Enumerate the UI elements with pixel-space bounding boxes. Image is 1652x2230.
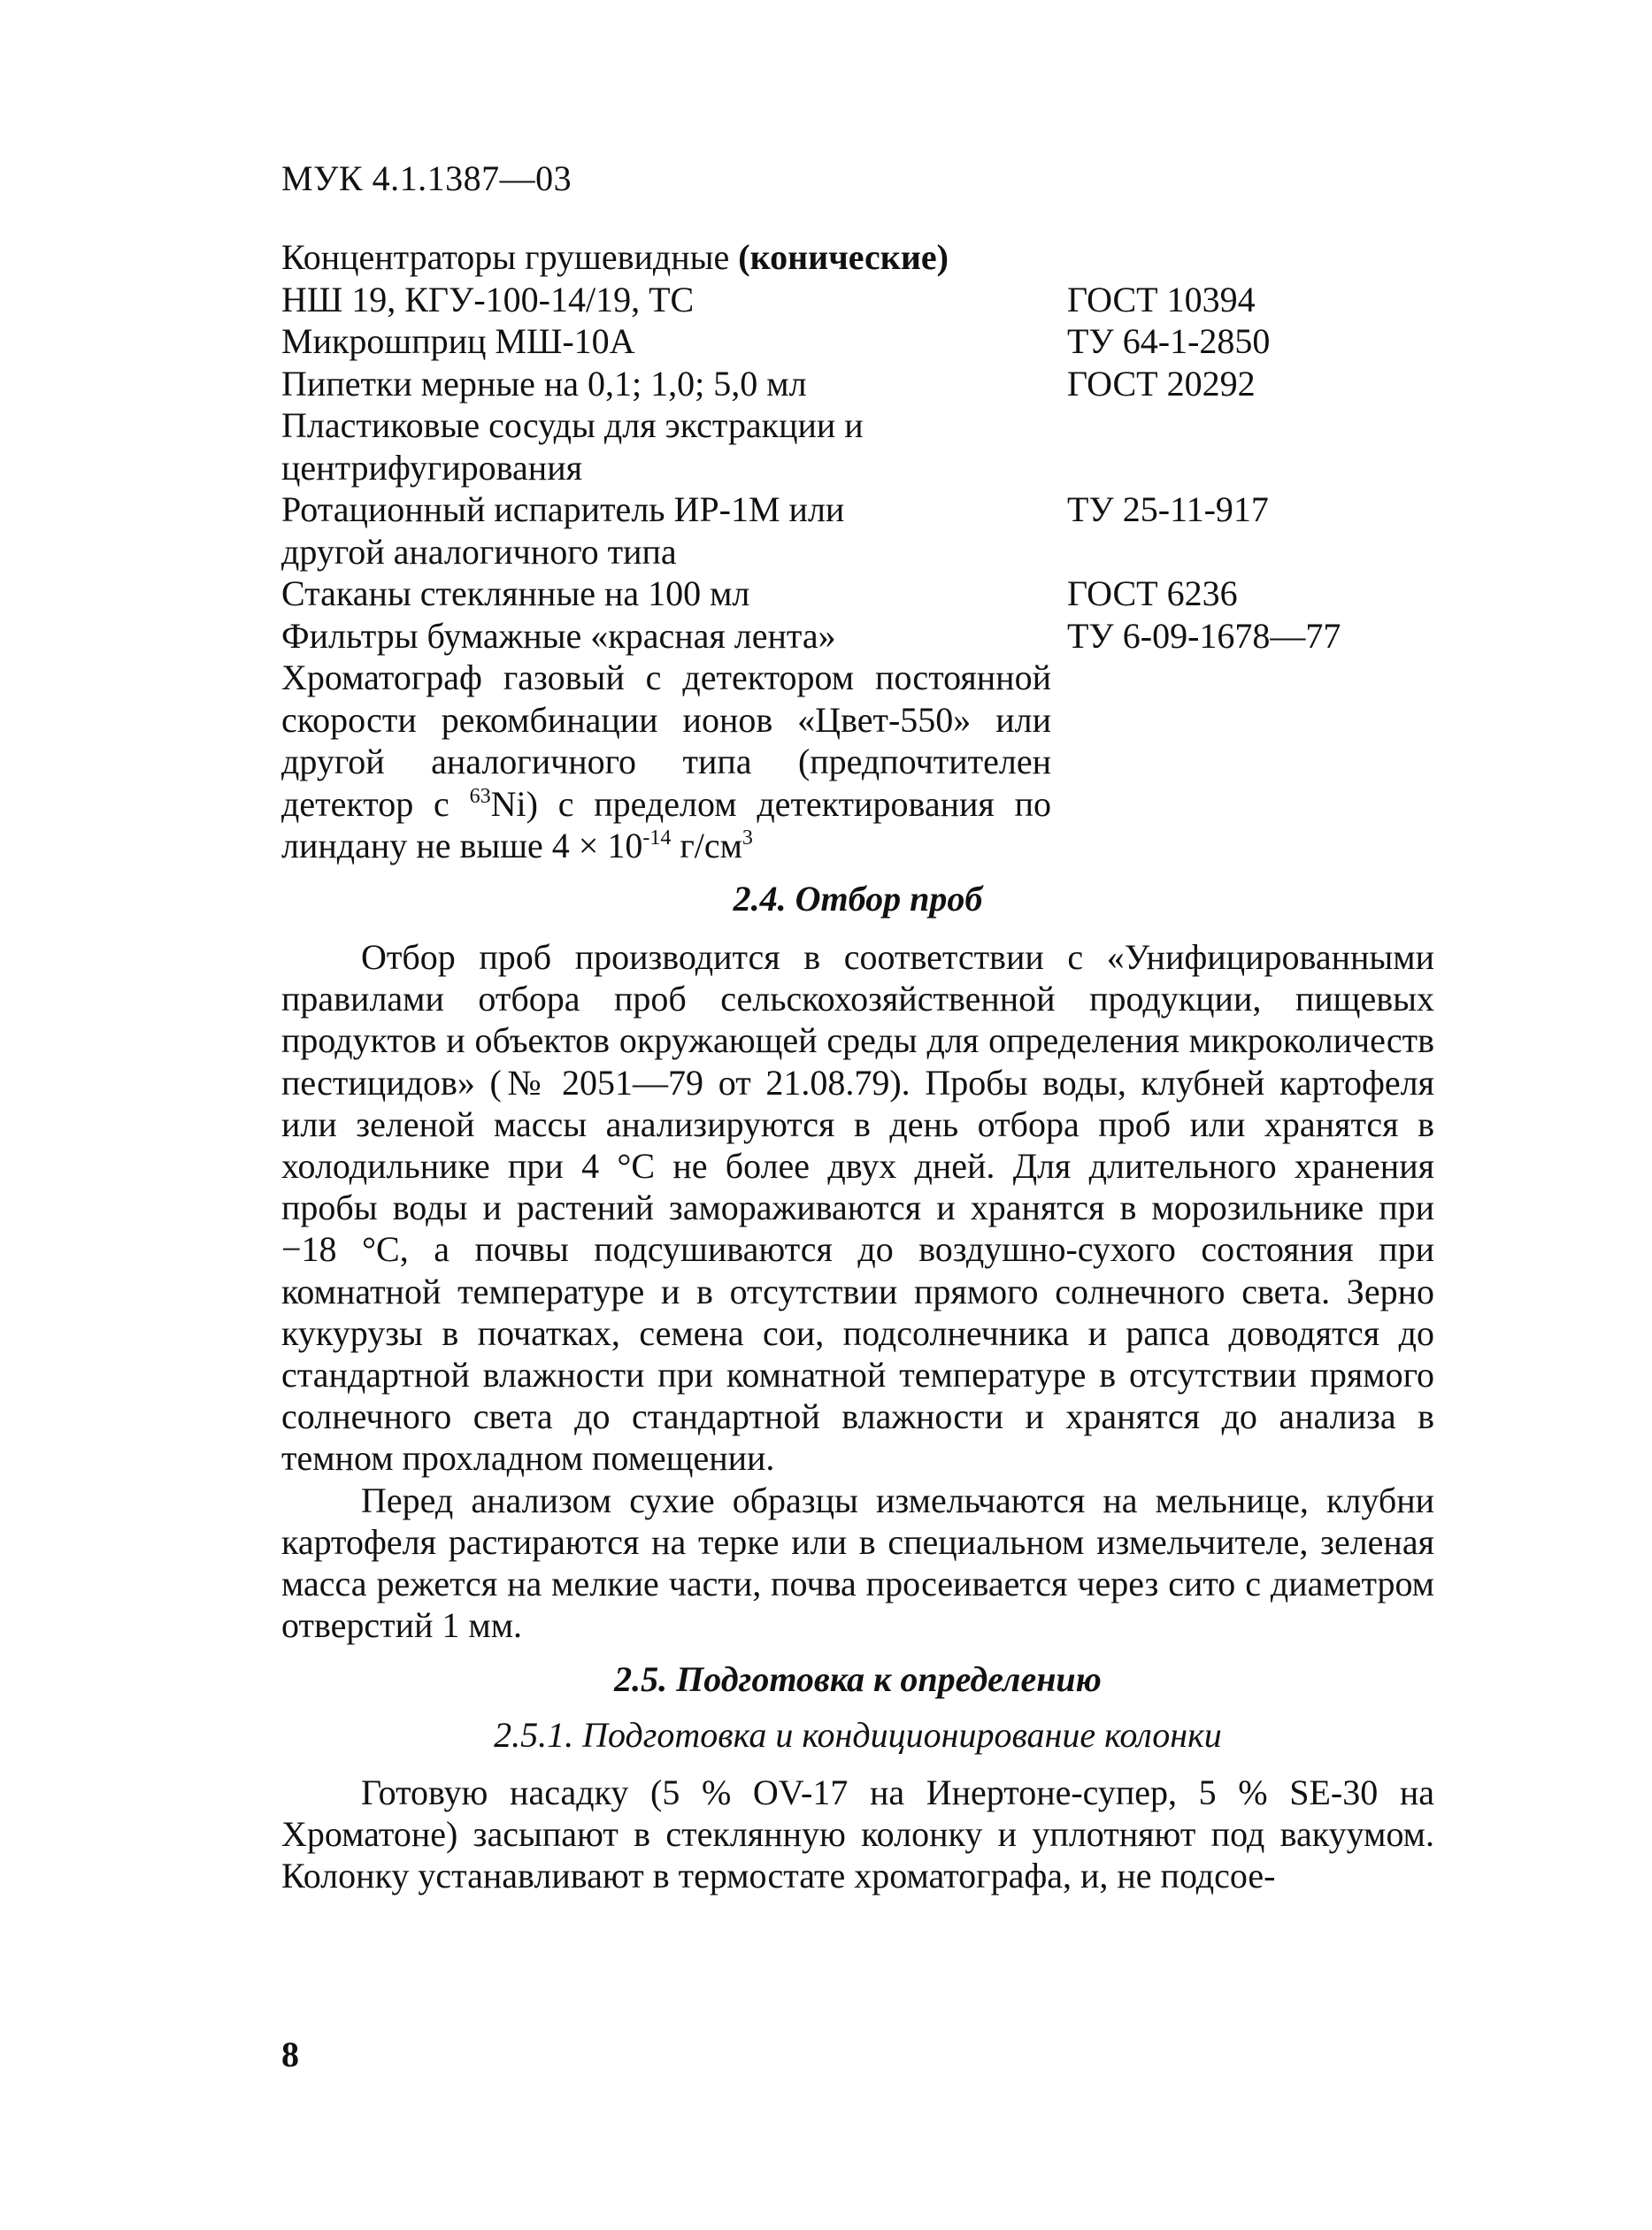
equipment-standard: ТУ 25-11-917 — [1067, 489, 1269, 529]
equipment-name: Пипетки мерные на 0,1; 1,0; 5,0 мл — [281, 363, 807, 404]
page-number: 8 — [281, 2034, 299, 2074]
equipment-item — [281, 488, 1432, 573]
equipment-item — [281, 657, 1432, 867]
equipment-name: НШ 19, КГУ-100-14/19, ТС — [281, 279, 695, 319]
equipment-name: Хроматограф газовый с детектором постоянной скорости рекомбинации ионов «Цвет-550» или другой аналогичного типа (предпочтителен детектор с $^{63}$Ni) с пределом детектирования по линдану не выше $4 \times 10^{-14}$ $г/см^3$ — [281, 657, 1052, 865]
equipment-item — [281, 573, 1432, 615]
paragraph: Перед анализом сухие образцы измельчаются на мельнице, клубни картофеля растираются на терке или в специальном измельчителе, зеленая масса режется на мелкие части, почва просеивается через сито с диаметром отверстий 1 мм. — [281, 1480, 1434, 1646]
section-2-5-body — [281, 1772, 1434, 1897]
equipment-standard: ГОСТ 10394 — [1067, 279, 1256, 319]
section-heading-2-4: 2.4. Отбор проб — [733, 879, 983, 919]
subsection-heading-2-5-1: 2.5.1. Подготовка и кондиционирование колонки — [494, 1715, 1222, 1755]
equipment-item — [281, 363, 1432, 405]
equipment-item — [281, 615, 1432, 657]
equipment-list — [281, 236, 1432, 867]
equipment-standard: ГОСТ 6236 — [1067, 573, 1238, 613]
equipment-name: Микрошприц МШ-10А — [281, 321, 635, 361]
equipment-name: Пластиковые сосуды для экстракции и центрифугирования — [281, 405, 864, 488]
equipment-name: Фильтры бумажные «красная лента» — [281, 615, 836, 656]
paragraph: Готовую насадку (5 % OV-17 на Инертоне-супер, 5 % SE-30 на Хроматоне) засыпают в стеклянную колонку и уплотняют под вакуумом. Колонку устанавливают в термостате хроматографа, и, не подсое- — [281, 1772, 1434, 1896]
paragraph: Отбор проб производится в соответствии с «Унифицированными правилами отбора проб сельскохозяйственной продукции, пищевых продуктов и объектов окружающей среды для определения микроколичеств пестицидов» (№ 2051—79 от 21.08.79). Пробы воды, клубней картофеля или зеленой массы анализируются в день отбора проб или хранятся в холодильнике при 4 °С не более двух дней. Для длительного хранения пробы воды и растений замораживаются и хранятся в морозильнике при −18 °С, а почвы подсушиваются до воздушно-сухого состояния при комнатной температуре и в отсутствии прямого солнечного света. Зерно кукурузы в початках, семена сои, подсолнечника и рапса доводятся до стандартной влажности при комнатной температуре в отсутствии прямого солнечного света до стандартной влажности и хранятся до анализа в темном прохладном помещении. — [281, 937, 1434, 1479]
equipment-standard: ТУ 6-09-1678—77 — [1067, 615, 1341, 656]
equipment-item — [281, 236, 1432, 279]
equipment-item — [281, 320, 1432, 363]
equipment-name: Концентраторы грушевидные (конические) — [281, 237, 949, 277]
equipment-standard: ГОСТ 20292 — [1067, 363, 1256, 404]
section-heading-2-5: 2.5. Подготовка к определению — [614, 1659, 1102, 1699]
running-title: МУК 4.1.1387—03 — [281, 158, 572, 198]
equipment-name: Стаканы стеклянные на 100 мл — [281, 573, 750, 613]
equipment-item — [281, 404, 1432, 488]
section-2-4-body — [281, 936, 1434, 1646]
equipment-name: Ротационный испаритель ИР-1М или другой аналогичного типа — [281, 489, 845, 572]
equipment-standard: ТУ 64-1-2850 — [1067, 321, 1271, 361]
equipment-item — [281, 279, 1432, 321]
